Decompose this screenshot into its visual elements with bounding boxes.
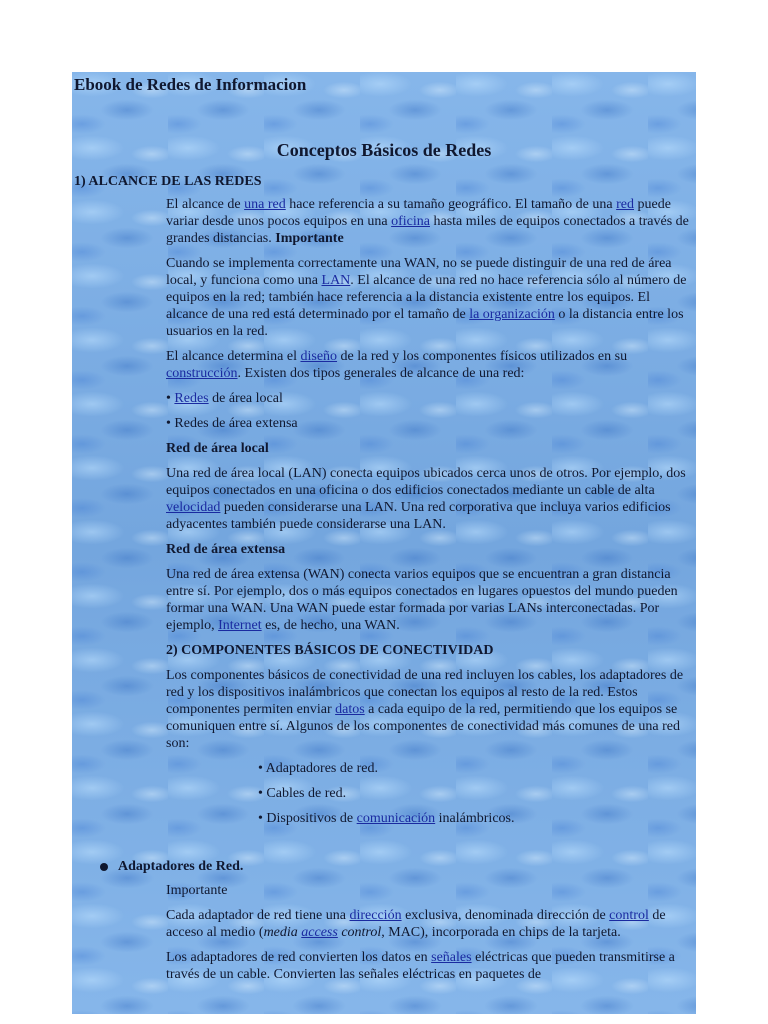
link-construccion[interactable]: construcción	[166, 366, 238, 381]
section-title: Conceptos Básicos de Redes	[276, 140, 492, 160]
paragraph-wan	[166, 566, 694, 634]
paragraph-mac	[166, 907, 694, 941]
link-lan[interactable]: LAN	[321, 273, 351, 288]
subheading-lan: Red de área local	[166, 441, 269, 456]
link-internet[interactable]: Internet	[218, 618, 262, 633]
bullet-mark: •	[166, 391, 175, 406]
link-datos[interactable]: datos	[335, 702, 365, 717]
link-diseno[interactable]: diseño	[300, 349, 338, 364]
italic-link-text: access	[301, 925, 338, 940]
disc-item-label: Adaptadores de Red.	[118, 859, 244, 874]
content-column-adaptadores	[166, 882, 694, 991]
text: . El alcance de una red no hace referencia sólo al número de equipos en la red; también hace referencia a la distancia existente entre los equipos. El alcance de una red está determinado por el tamaño de	[166, 273, 687, 322]
list-item-adaptadores: • Adaptadores de red.	[258, 761, 378, 776]
link-comunicacion[interactable]: comunicación	[356, 811, 436, 826]
subheading-importante: Importante	[166, 883, 228, 898]
text: Una red de área extensa (WAN) conecta varios equipos que se encuentran a gran distancia entre sí. Por ejemplo, dos o más equipos conectados en lugares opuestos del mundo pueden formar una WAN. Una WAN puede estar formada por varias LANs interconectadas. Por ejemplo,	[166, 567, 678, 633]
link-oficina[interactable]: oficina	[391, 214, 430, 229]
text: Los adaptadores de red convierten los datos en	[166, 950, 432, 965]
paragraph-lan	[166, 465, 694, 533]
bullet-disc-icon	[100, 863, 108, 871]
text: hace referencia a su tamaño geográfico. El tamaño de una	[285, 197, 617, 212]
text: puede variar desde unos pocos equipos en una	[166, 197, 671, 229]
importante-label: Importante	[275, 231, 344, 246]
heading-componentes: 2) COMPONENTES BÁSICOS DE CONECTIVIDAD	[166, 643, 494, 658]
content-column	[166, 196, 694, 835]
text: a cada equipo de la red, permitiendo que los equipos se comuniquen entre sí. Algunos de los componentes de conectividad más comunes de una red son:	[166, 702, 680, 751]
text: de área local	[208, 391, 283, 406]
text: inalámbricos.	[435, 811, 515, 826]
text: Cuando se implementa correctamente una WAN, no se puede distinguir de una red de área local, y funciona como una	[166, 256, 672, 288]
ebook-page	[72, 72, 696, 1014]
text: Una red de área local (LAN) conecta equipos ubicados cerca unos de otros. Por ejemplo, dos equipos conectados en una oficina o dos edificios conectados mediante un cable de alta	[166, 466, 686, 498]
paragraph-diseno	[166, 348, 694, 382]
list-item-cables: • Cables de red.	[258, 786, 347, 801]
text: es, de hecho, una WAN.	[261, 618, 400, 633]
text: o la distancia entre los usuarios en la red.	[166, 307, 684, 339]
subheading-wan: Red de área extensa	[166, 542, 286, 557]
link-la-organizacion[interactable]: la organización	[469, 307, 555, 322]
list-item-redes-extensas: • Redes de área extensa	[166, 416, 298, 431]
list-item-redes-locales	[166, 390, 694, 407]
link-red[interactable]: red	[616, 197, 634, 212]
link-direccion[interactable]: dirección	[349, 908, 402, 923]
text: de acceso al medio (	[166, 908, 666, 940]
italic-text: control	[337, 925, 382, 940]
text: exclusiva, denominada dirección de	[401, 908, 610, 923]
text: eléctricas que pueden transmitirse a través de un cable. Convierten las señales eléctricas en paquetes de	[166, 950, 675, 982]
book-title: Ebook de Redes de Informacion	[74, 75, 307, 94]
link-velocidad[interactable]: velocidad	[166, 500, 221, 515]
paragraph-wan-lan	[166, 255, 694, 340]
text: . Existen dos tipos generales de alcance de una red:	[237, 366, 525, 381]
heading-alcance: 1) ALCANCE DE LAS REDES	[74, 174, 262, 189]
text: El alcance de	[166, 197, 245, 212]
paragraph-alcance	[166, 196, 694, 247]
text: Cada adaptador de red tiene una	[166, 908, 350, 923]
text: de la red y los componentes físicos utilizados en su	[337, 349, 628, 364]
link-control[interactable]: control	[609, 908, 649, 923]
disc-list-item-adaptadores	[100, 858, 243, 875]
text: • Dispositivos de	[258, 811, 357, 826]
link-senales[interactable]: señales	[431, 950, 472, 965]
paragraph-senales	[166, 949, 694, 983]
text: El alcance determina el	[166, 349, 301, 364]
list-item-inalambricos	[258, 810, 694, 827]
link-redes[interactable]: Redes	[174, 391, 209, 406]
italic-text: media	[263, 925, 302, 940]
text: Los componentes básicos de conectividad de una red incluyen los cables, los adaptadores de red y los dispositivos inalámbricos que conectan los equipos al resto de la red. Estos componentes permiten enviar	[166, 668, 684, 717]
link-access[interactable]	[301, 925, 338, 940]
text: hasta miles de equipos conectados a través de grandes distancias.	[166, 214, 689, 246]
paragraph-componentes	[166, 667, 694, 752]
text: , MAC), incorporada en chips de la tarjeta.	[381, 925, 621, 940]
text: pueden considerarse una LAN. Una red corporativa que incluya varios edificios adyacentes también puede considerarse una LAN.	[166, 500, 671, 532]
link-una-red[interactable]: una red	[244, 197, 286, 212]
